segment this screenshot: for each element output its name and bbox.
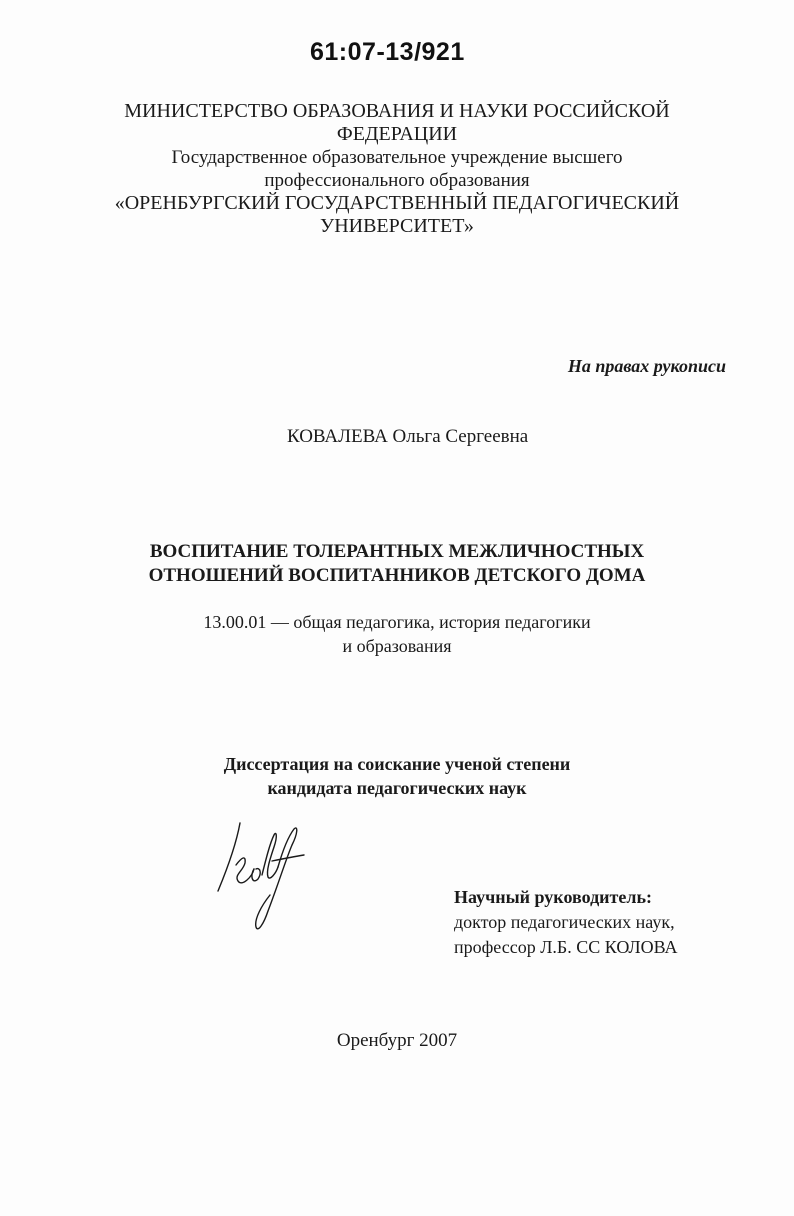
institution-header xyxy=(0,100,794,238)
degree-line-1: Диссертация на соискание ученой степени xyxy=(223,754,571,774)
dissertation-title xyxy=(0,540,794,588)
supervisor-heading: Научный руководитель: xyxy=(454,887,652,907)
institution-line-2: ФЕДЕРАЦИИ xyxy=(336,123,458,145)
supervisor-name: профессор Л.Б. СС КОЛОВА xyxy=(454,937,678,957)
institution-line-4: профессионального образования xyxy=(264,170,530,191)
specialty-line-1: 13.00.01 — общая педагогика, история педагогики xyxy=(203,612,591,632)
rights-note: На правах рукописи xyxy=(567,356,726,376)
handwritten-signature xyxy=(212,815,312,935)
degree-statement xyxy=(0,752,794,800)
degree-line-2: кандидата педагогических наук xyxy=(267,778,527,798)
specialty xyxy=(0,610,794,658)
institution-line-5: «ОРЕНБУРГСКИЙ ГОСУДАРСТВЕННЫЙ ПЕДАГОГИЧЕСКИЙ xyxy=(114,192,680,214)
title-line-1: ВОСПИТАНИЕ ТОЛЕРАНТНЫХ МЕЖЛИЧНОСТНЫХ xyxy=(149,541,645,562)
catalog-number: 61:07-13/921 xyxy=(310,38,465,66)
city-year: Оренбург 2007 xyxy=(336,1030,458,1051)
supervisor-degree: доктор педагогических наук, xyxy=(454,912,675,932)
title-line-2: ОТНОШЕНИЙ ВОСПИТАННИКОВ ДЕТСКОГО ДОМА xyxy=(148,565,646,586)
institution-line-6: УНИВЕРСИТЕТ» xyxy=(320,215,474,237)
scientific-supervisor xyxy=(454,885,678,960)
author-name: КОВАЛЕВА Ольга Сергеевна xyxy=(287,426,529,447)
institution-line-1: МИНИСТЕРСТВО ОБРАЗОВАНИЯ И НАУКИ РОССИЙСКОЙ xyxy=(124,100,670,122)
specialty-line-2: и образования xyxy=(342,636,452,656)
institution-line-3: Государственное образовательное учреждение высшего xyxy=(171,147,623,168)
